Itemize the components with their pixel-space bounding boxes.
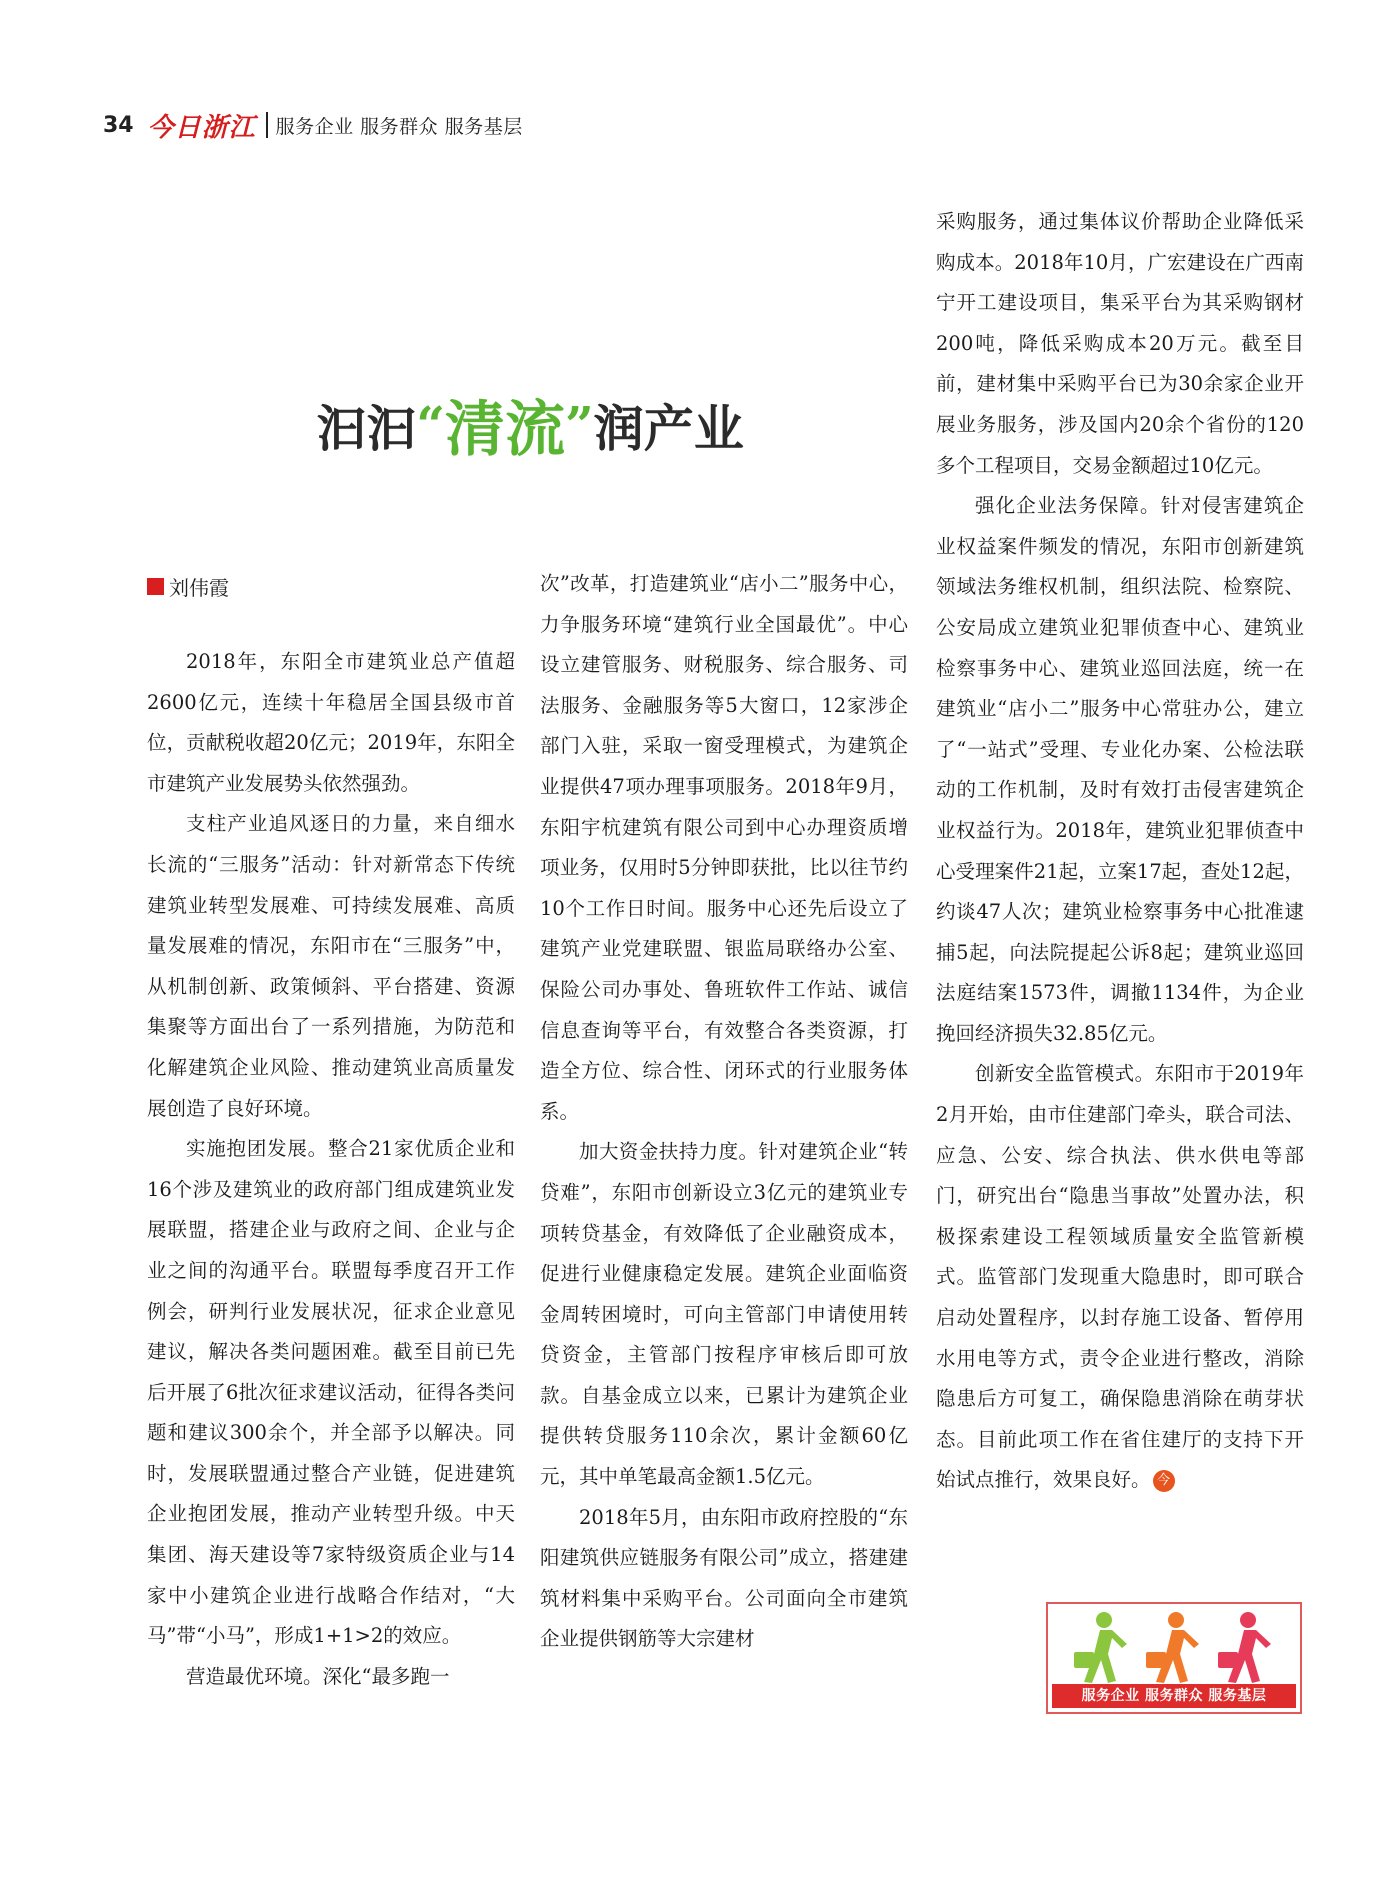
byline-square-icon: [147, 578, 164, 595]
figure-red-icon: [1218, 1612, 1271, 1683]
header-divider: [266, 112, 268, 138]
paragraph: 营造最优环境。深化“最多跑一: [186, 1664, 450, 1688]
figure-orange-icon: [1146, 1612, 1199, 1683]
title-highlight: 清流: [445, 394, 565, 465]
paragraph: [936, 1054, 1304, 1501]
page-number: 34: [103, 112, 134, 138]
end-mark-icon: 今: [1153, 1470, 1175, 1492]
paragraph: 2018年5月，由东阳市政府控股的“东阳建筑供应链服务有限公司”成立，搭建建筑材料集中采购平台。公司面向全市建筑企业提供钢筋等大宗建材: [540, 1505, 908, 1651]
masthead-logo: 今日浙江: [147, 112, 256, 143]
service-badge: [1046, 1602, 1302, 1714]
text-column-1: [147, 642, 515, 1697]
paragraph: 加大资金扶持力度。针对建筑企业“转贷难”，东阳市创新设立3亿元的建筑业专项转贷基金，有效降低了企业融资成本，促进行业健康稳定发展。建筑企业面临资金周转困境时，可向主管部门申请使用转贷资金，主管部门按程序审核后即可放款。自基金成立以来，已累计为建筑企业提供转贷服务110余次，累计金额60亿元，其中单笔最高金额1.5亿元。: [540, 1140, 908, 1489]
title-prefix: 汩汩: [316, 398, 417, 458]
title-suffix: 润产业: [593, 398, 744, 458]
badge-label: 服务企业 服务群众 服务基层: [1052, 1684, 1296, 1708]
article-title: [300, 380, 760, 470]
paragraph: 强化企业法务保障。针对侵害建筑企业权益案件频发的情况，东阳市创新建筑领域法务维权机制，组织法院、检察院、公安局成立建筑业犯罪侦查中心、建筑业检察事务中心、建筑业巡回法庭，统一在建筑业“店小二”服务中心常驻办公，建立了“一站式”受理、专业化办案、公检法联动的工作机制，及时有效打击侵害建筑企业权益行为。2018年，建筑业犯罪侦查中心受理案件21起，立案17起，查处12起，约谈47人次；建筑业检察事务中心批准逮捕5起，向法院提起公诉8起；建筑业巡回法庭结案1573件，调撤1134件，为企业挽回经济损失32.85亿元。: [936, 494, 1304, 1045]
paragraph: 支柱产业追风逐日的力量，来自细水长流的“三服务”活动：针对新常态下传统建筑业转型发展难、可持续发展难、高质量发展难的情况，东阳市在“三服务”中，从机制创新、政策倾斜、平台搭建、资源集聚等方面出台了一系列措施，为防范和化解建筑企业风险、推动建筑业高质量发展创造了良好环境。: [147, 812, 515, 1120]
author-name: 刘伟霞: [169, 576, 229, 600]
paragraph: 2018年，东阳全市建筑业总产值超2600亿元，连续十年稳居全国县级市首位，贡献税收超20亿元；2019年，东阳全市建筑产业发展势头依然强劲。: [147, 650, 515, 795]
walking-figures-icon: [1048, 1608, 1300, 1686]
page-header: [103, 106, 523, 144]
header-slogan: 服务企业 服务群众 服务基层: [275, 115, 523, 138]
figure-green-icon: [1074, 1612, 1127, 1683]
byline: [147, 572, 229, 601]
text-column-3: [936, 202, 1304, 1501]
title-quote-close: ”: [565, 395, 594, 454]
paragraph: 采购服务，通过集体议价帮助企业降低采购成本。2018年10月，广宏建设在广西南宁开工建设项目，集采平台为其采购钢材200吨，降低采购成本20万元。截至目前，建材集中采购平台已为30余家企业开展业务服务，涉及国内20余个省份的120多个工程项目，交易金额超过10亿元。: [936, 210, 1304, 477]
paragraph: 次”改革，打造建筑业“店小二”服务中心，力争服务环境“建筑行业全国最优”。中心设立建管服务、财税服务、综合服务、司法服务、金融服务等5大窗口，12家涉企部门入驻，采取一窗受理模式，为建筑企业提供47项办理事项服务。2018年9月，东阳宇杭建筑有限公司到中心办理资质增项业务，仅用时5分钟即获批，比以往节约10个工作日时间。服务中心还先后设立了建筑产业党建联盟、银监局联络办公室、保险公司办事处、鲁班软件工作站、诚信信息查询等平台，有效整合各类资源，打造全方位、综合性、闭环式的行业服务体系。: [540, 572, 908, 1123]
paragraph: 实施抱团发展。整合21家优质企业和16个涉及建筑业的政府部门组成建筑业发展联盟，搭建企业与政府之间、企业与企业之间的沟通平台。联盟每季度召开工作例会，研判行业发展状况，征求企业意见建议，解决各类问题困难。截至目前已先后开展了6批次征求建议活动，征得各类问题和建议300余个，并全部予以解决。同时，发展联盟通过整合产业链，促进建筑企业抱团发展，推动产业转型升级。中天集团、海天建设等7家特级资质企业与14家中小建筑企业进行战略合作结对，“大马”带“小马”，形成1+1>2的效应。: [147, 1137, 515, 1648]
paragraph-text: 创新安全监管模式。东阳市于2019年2月开始，由市住建部门牵头，联合司法、应急、公安、综合执法、供水供电等部门，研究出台“隐患当事故”处置办法，积极探索建设工程领域质量安全监管新模式。监管部门发现重大隐患时，即可联合启动处置程序，以封存施工设备、暂停用水用电等方式，责令企业进行整改，消除隐患后方可复工，确保隐患消除在萌芽状态。目前此项工作在省住建厅的支持下开始试点推行，效果良好。: [936, 1062, 1304, 1492]
title-quote-open: “: [416, 395, 445, 454]
text-column-2: [540, 564, 908, 1660]
